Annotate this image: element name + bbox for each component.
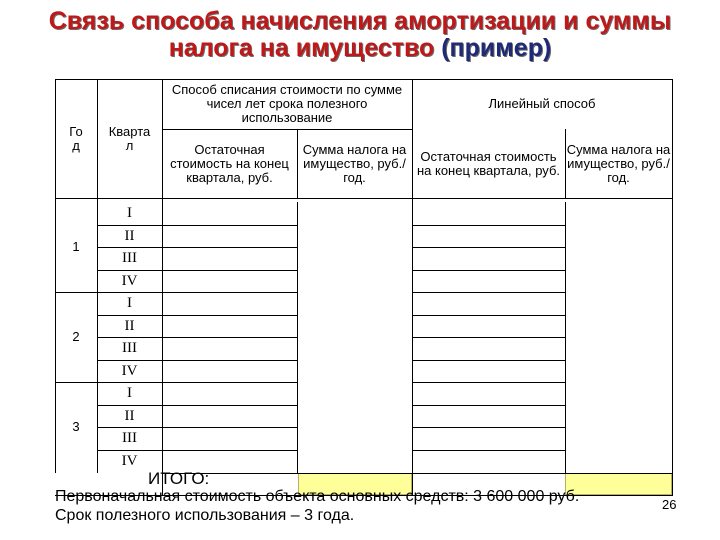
row-line-sumyears-residual (162, 405, 297, 406)
row-line-sumyears-residual (162, 225, 297, 226)
year-label: 1 (72, 239, 80, 254)
row-line-sumyears-residual (162, 315, 297, 316)
title-line-2-accent: (пример) (441, 34, 552, 62)
row-line-linear-residual (412, 247, 565, 248)
slide-title (0, 8, 720, 62)
header-residual-value: Остаточная стоимость на конец квартала, руб. (170, 141, 289, 185)
quarter-label: IV (121, 272, 138, 289)
slide-number: 26 (662, 497, 677, 512)
header-residual-value: Остаточная стоимость на конец квартала, руб. (416, 148, 561, 178)
header-method-linear: Линейный способ (488, 96, 596, 111)
row-line-sumyears-residual (162, 337, 297, 338)
row-line-sumyears-residual (162, 427, 297, 428)
row-line-sumyears-residual (162, 450, 297, 451)
row-line-linear-residual (412, 405, 565, 406)
row-line-linear-residual (412, 225, 565, 226)
quarter-label: I (127, 205, 132, 222)
row-line-linear-residual (412, 382, 565, 383)
quarter-label: IV (121, 452, 138, 469)
header-quarter: Кварта л (108, 123, 151, 153)
title-line-2 (0, 35, 720, 62)
table-border-right (672, 79, 673, 495)
row-line-linear-residual (412, 427, 565, 428)
quarter-label: II (124, 317, 135, 334)
title-line-1: Связь способа начисления амортизации и суммы (48, 7, 672, 35)
year-label: 3 (72, 419, 80, 434)
quarter-label: I (127, 385, 132, 402)
total-cell-linear-tax (565, 473, 672, 495)
header-method-sum-years: Способ списания стоимости по сумме чисел лет срока полезного использование (171, 82, 403, 125)
row-line-linear-residual (412, 360, 565, 361)
note-initial-cost: Первоначальная стоимость объекта основных средств: 3 600 000 руб. (55, 488, 580, 505)
title-line-2-main: налога на имущество (168, 34, 442, 62)
header-bottom-line (55, 198, 672, 199)
header-property-tax: Сумма налога на имущество, руб./год. (566, 141, 671, 185)
row-line-linear-residual (412, 337, 565, 338)
row-line-linear-residual (412, 270, 565, 271)
row-line-sumyears-residual (162, 292, 297, 293)
row-line-sumyears-residual (162, 270, 297, 271)
quarter-label: II (124, 407, 135, 424)
col-line-linear-inner (565, 202, 566, 473)
row-line-linear-residual (412, 450, 565, 451)
row-line-total (162, 473, 672, 474)
quarter-label: III (122, 250, 137, 267)
header-year: Го д (69, 123, 83, 153)
quarter-label: III (122, 430, 137, 447)
quarter-label: II (124, 227, 135, 244)
quarter-label: III (122, 340, 137, 357)
row-line-linear-residual (412, 292, 565, 293)
total-label: ИТОГО: (148, 469, 210, 488)
year-label: 2 (72, 329, 80, 344)
note-useful-life: Срок полезного использования – 3 года. (55, 507, 355, 524)
quarter-label: IV (121, 362, 138, 379)
row-line-sumyears-residual (162, 360, 297, 361)
quarter-label: I (127, 295, 132, 312)
row-line-sumyears-residual (162, 382, 297, 383)
col-line-sumyears-inner (297, 202, 298, 473)
header-property-tax: Сумма налога на имущество, руб./год. (302, 141, 407, 185)
row-line-sumyears-residual (162, 247, 297, 248)
row-line-linear-residual (412, 315, 565, 316)
